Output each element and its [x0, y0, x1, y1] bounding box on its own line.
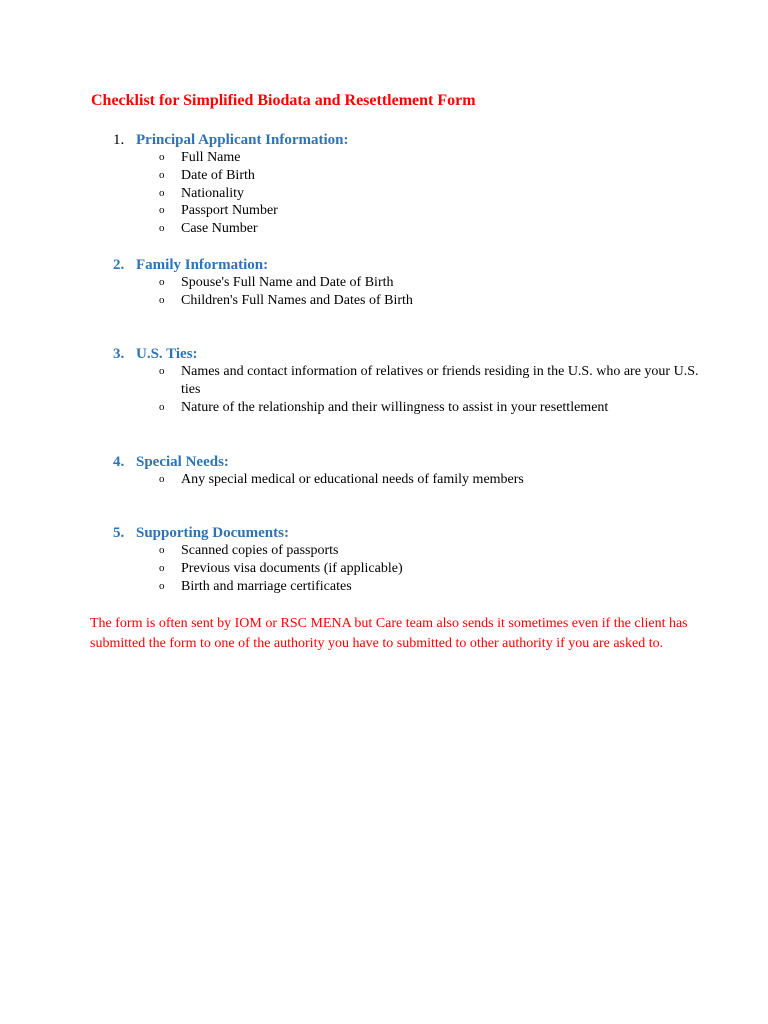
section-label: Supporting Documents: — [136, 525, 289, 541]
bullet-marker: o — [159, 544, 165, 556]
bullet-marker: o — [159, 222, 165, 235]
bullet-marker: o — [159, 365, 165, 377]
section-label: Principal Applicant Information: — [136, 132, 349, 148]
list-item-text: Children's Full Names and Dates of Birth — [181, 292, 413, 308]
section-number: 1. — [113, 132, 125, 148]
list-item-text: Spouse's Full Name and Date of Birth — [181, 275, 394, 290]
bullet-marker: o — [159, 186, 165, 199]
page-title: Checklist for Simplified Biodata and Resettlement Form — [91, 92, 476, 109]
bullet-marker: o — [159, 561, 165, 574]
section-number: 3. — [113, 346, 125, 362]
list-item-text: Birth and marriage certificates — [181, 578, 352, 594]
footnote-text: The form is often sent by IOM or RSC MENA but Care team also sends it sometimes even if the client has submitted the form to one of the authority you have to submitted to other authority if you are asked to. — [90, 616, 688, 651]
list-item-text: Previous visa documents (if applicable) — [181, 560, 403, 576]
bullet-marker: o — [159, 151, 165, 163]
bullet-marker: o — [159, 400, 165, 413]
list-item-text: Date of Birth — [181, 167, 255, 183]
bullet-marker: o — [159, 293, 165, 306]
list-item-text: Scanned copies of passports — [181, 543, 339, 558]
list-item-text: Passport Number — [181, 203, 278, 219]
section-number: 2. — [113, 257, 125, 273]
bullet-marker: o — [159, 473, 165, 485]
list-item-text: Case Number — [181, 221, 258, 237]
list-item-text: Names and contact information of relatives or friends residing in the U.S. who are your U.S. ties — [181, 364, 699, 397]
section-number: 4. — [113, 454, 125, 470]
section-label: U.S. Ties: — [136, 346, 198, 362]
section-label: Special Needs: — [136, 454, 229, 470]
list-item-text: Full Name — [181, 150, 241, 165]
section-number: 5. — [113, 525, 125, 541]
bullet-marker: o — [159, 276, 165, 288]
bullet-marker: o — [159, 204, 165, 217]
bullet-marker: o — [159, 579, 165, 592]
bullet-marker: o — [159, 168, 165, 181]
list-item-text: Nationality — [181, 185, 244, 201]
section-label: Family Information: — [136, 257, 269, 273]
list-item-text: Nature of the relationship and their willingness to assist in your resettlement — [181, 399, 609, 415]
list-item-text: Any special medical or educational needs of family members — [181, 472, 524, 487]
